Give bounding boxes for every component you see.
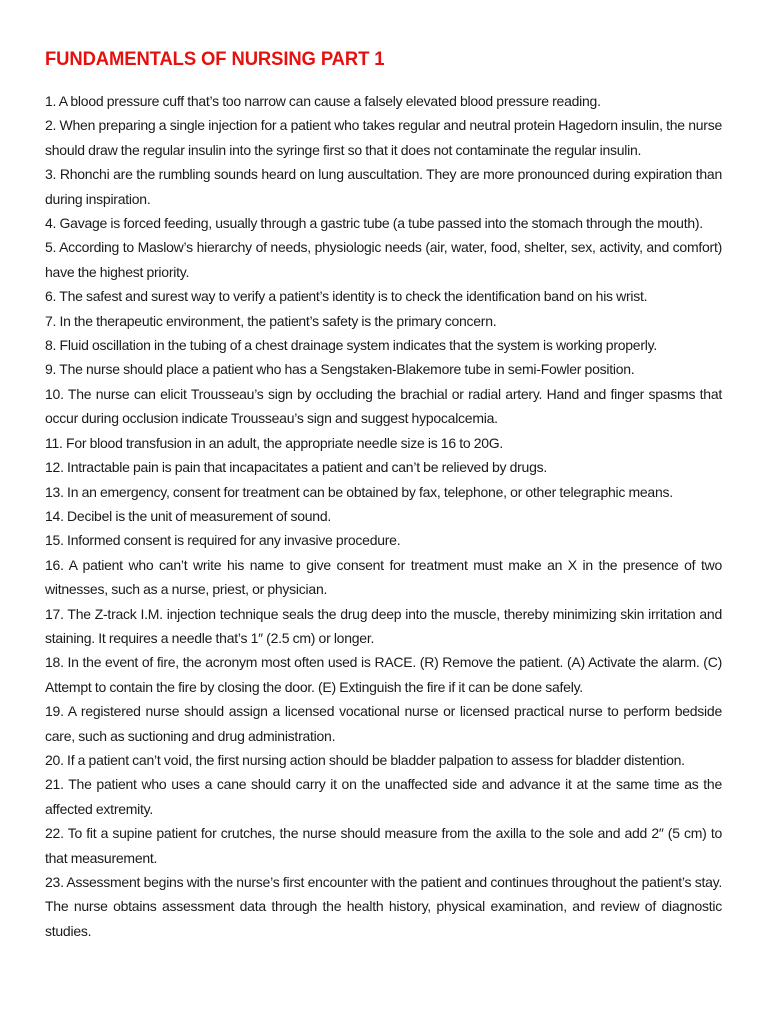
document-page: [45, 47, 722, 943]
list-item: 6. The safest and surest way to verify a patient’s identity is to check the identification band on his wrist.: [45, 288, 648, 305]
list-item: 10. The nurse can elicit Trousseau’s sign by occluding the brachial or radial artery. Hand and finger spasms that occur during occlusion indicate Trousseau’s sign and suggest hypocalcemia.: [45, 385, 722, 427]
list-item: 11. For blood transfusion in an adult, the appropriate needle size is 16 to 20G.: [45, 434, 504, 451]
list-item: 5. According to Maslow’s hierarchy of needs, physiologic needs (air, water, food, shelter, sex, activity, and comfort) have the highest priority.: [45, 239, 722, 280]
list-item: 3. Rhonchi are the rumbling sounds heard on lung auscultation. They are more pronounced during expiration than during inspiration.: [45, 166, 722, 207]
list-item: 8. Fluid oscillation in the tubing of a chest drainage system indicates that the system is working properly.: [45, 337, 657, 354]
list-item: 23. Assessment begins with the nurse’s first encounter with the patient and continues throughout the patient’s stay. The nurse obtains assessment data through the health history, physical examination, and review of diagnostic studies.: [45, 874, 722, 939]
list-item: 2. When preparing a single injection for a patient who takes regular and neutral protein Hagedorn insulin, the nurse should draw the regular insulin into the syringe first so that it does not contaminate the regular insulin.: [45, 117, 722, 158]
facts-list: [45, 89, 722, 943]
list-item: 18. In the event of fire, the acronym most often used is RACE. (R) Remove the patient. (A) Activate the alarm. (C) Attempt to contain the fire by closing the door. (E) Extinguish the fire if it can be done safely.: [45, 654, 722, 695]
list-item: 1. A blood pressure cuff that’s too narrow can cause a falsely elevated blood pressure reading.: [45, 93, 601, 109]
list-item: 22. To fit a supine patient for crutches, the nurse should measure from the axilla to the sole and add 2″ (5 cm) to that measurement.: [45, 825, 722, 866]
list-item: 21. The patient who uses a cane should carry it on the unaffected side and advance it at the same time as the affected extremity.: [45, 776, 722, 817]
list-item: 20. If a patient can’t void, the first nursing action should be bladder palpation to assess for bladder distention.: [45, 751, 685, 768]
list-item: 4. Gavage is forced feeding, usually through a gastric tube (a tube passed into the stomach through the mouth).: [45, 215, 703, 232]
list-item: 14. Decibel is the unit of measurement of sound.: [45, 507, 331, 524]
document-title: FUNDAMENTALS OF NURSING PART 1: [45, 49, 385, 70]
list-item: 7. In the therapeutic environment, the patient’s safety is the primary concern.: [45, 312, 497, 329]
list-item: 13. In an emergency, consent for treatment can be obtained by fax, telephone, or other telegraphic means.: [45, 483, 673, 500]
list-item: 17. The Z-track I.M. injection technique seals the drug deep into the muscle, thereby minimizing skin irritation and staining. It requires a needle that’s 1″ (2.5 cm) or longer.: [45, 605, 722, 646]
list-item: 16. A patient who can’t write his name to give consent for treatment must make an X in the presence of two witnesses, such as a nurse, priest, or physician.: [45, 556, 722, 598]
list-item: 15. Informed consent is required for any invasive procedure.: [45, 532, 401, 549]
list-item: 9. The nurse should place a patient who has a Sengstaken-Blakemore tube in semi-Fowler position.: [45, 361, 635, 378]
list-item: 19. A registered nurse should assign a licensed vocational nurse or licensed practical nurse to perform bedside care, such as suctioning and drug administration.: [45, 703, 722, 744]
list-item: 12. Intractable pain is pain that incapacitates a patient and can’t be relieved by drugs.: [45, 459, 548, 476]
